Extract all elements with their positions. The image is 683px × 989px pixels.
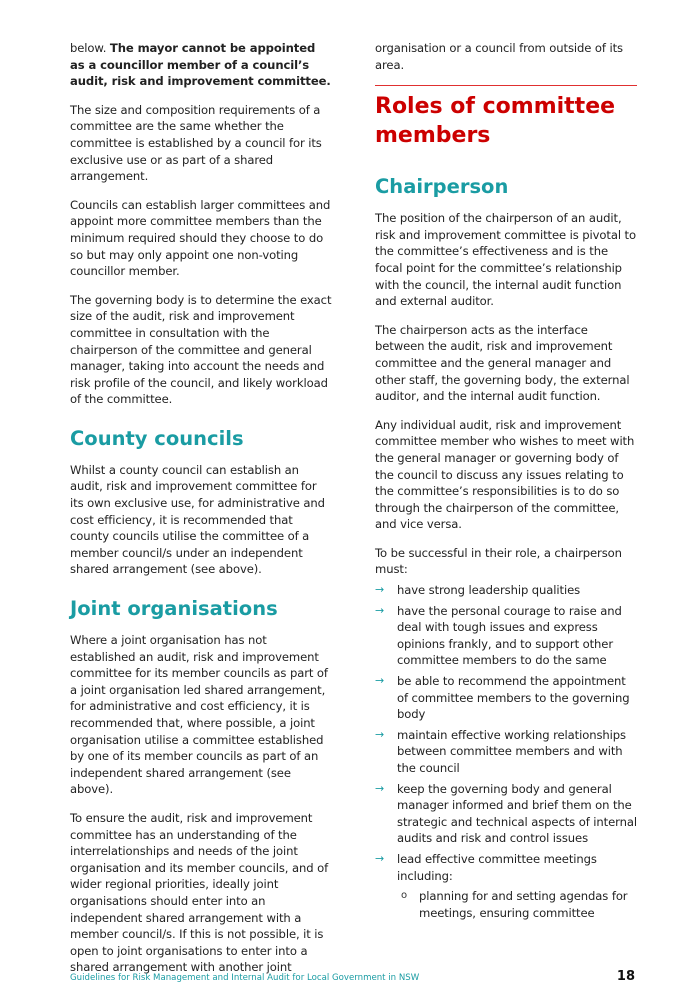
- paragraph: [70, 40, 332, 90]
- arrow-icon: →: [375, 603, 385, 617]
- list-item: → have strong leadership qualities: [375, 583, 581, 598]
- circle-bullet-icon: o: [401, 890, 408, 902]
- heading-roles-of-committee-members: Roles of committee members: [375, 94, 616, 149]
- chairperson-requirements-list: [375, 582, 637, 921]
- list-item: → keep the governing body and general manager informed and brief them on the strategic and technical aspects of internal audits and risk and control issues: [375, 781, 637, 846]
- arrow-icon: →: [375, 781, 385, 795]
- heading-county-councils: County councils: [70, 426, 244, 450]
- arrow-icon: →: [375, 727, 385, 741]
- sub-list: [397, 888, 637, 921]
- paragraph: The chairperson acts as the interface between the audit, risk and improvement committee and the general manager and other staff, the governing body, the external auditor, and the internal audit function.: [375, 322, 630, 404]
- list-item: → maintain effective working relationships between committee members and with the council: [375, 727, 626, 775]
- paragraph-lead: below.: [70, 41, 110, 55]
- section-divider: [375, 85, 637, 86]
- heading-joint-organisations: Joint organisations: [70, 597, 278, 621]
- paragraph: Where a joint organisation has not established an audit, risk and improvement committee for its member councils as part of a joint organisation led shared arrangement, for administrative and cost efficiency, it is recommended that, where possible, a joint organisation utilise a committee established by one of its member councils as part of an independent shared arrangement (see above).: [70, 633, 328, 797]
- right-column: [375, 40, 637, 925]
- paragraph: Any individual audit, risk and improvement committee member who wishes to meet with the general manager or governing body of the council to discuss any issues relating to the committee’s responsibilities is to do so through the chairperson of the committee, and vice versa.: [375, 417, 635, 532]
- sub-list-item: o planning for and setting agendas for meetings, ensuring committee: [401, 889, 628, 920]
- paragraph: To ensure the audit, risk and improvement committee has an understanding of the interrelationships and needs of the joint organisation and its member councils, and of wider regional priorities, ideally joint organisations should enter into an independent shared arrangement with a member council/s. If this is not possible, it is open to joint organisations to enter into a shared arrangement with another joint: [70, 810, 329, 975]
- left-column: [70, 40, 332, 988]
- list-item: → be able to recommend the appointment of committee members to the governing body: [375, 674, 630, 722]
- paragraph: organisation or a council from outside of its area.: [375, 41, 623, 72]
- list-item: → lead effective committee meetings including: o planning for and setting agendas for meetings, ensuring committee: [375, 851, 637, 921]
- paragraph: The size and composition requirements of a committee are the same whether the committee is established by a council for its exclusive use or as part of a shared arrangement.: [70, 102, 322, 184]
- arrow-icon: →: [375, 674, 385, 688]
- paragraph: The governing body is to determine the exact size of the audit, risk and improvement committee in consultation with the chairperson of the committee and general manager, taking into account the needs and risk profile of the council, and likely workload of the committee.: [70, 292, 332, 407]
- heading-chairperson: Chairperson: [375, 175, 509, 199]
- paragraph: The position of the chairperson of an audit, risk and improvement committee is pivotal to the committee’s effectiveness and is the focal point for the committee’s relationship with the council, the internal audit function and external auditor.: [375, 211, 636, 309]
- paragraph: To be successful in their role, a chairperson must:: [375, 545, 622, 577]
- paragraph: Whilst a county council can establish an audit, risk and improvement committee for its own exclusive use, for administrative and cost efficiency, it is recommended that county councils utilise the committee of a member council/s under an independent shared arrangement (see above).: [70, 462, 325, 577]
- paragraph-bold: The mayor cannot be appointed as a councillor member of a council’s audit, risk and improvement committee.: [70, 41, 331, 89]
- list-item: → have the personal courage to raise and deal with tough issues and express opinions frankly, and to support other committee members to do the same: [375, 603, 622, 668]
- page-number: 18: [616, 969, 635, 984]
- arrow-icon: →: [375, 583, 385, 597]
- arrow-icon: →: [375, 851, 385, 865]
- footer-title: Guidelines for Risk Management and Internal Audit for Local Government in NSW: [70, 973, 420, 983]
- paragraph: Councils can establish larger committees and appoint more committee members than the minimum required should they choose to do so but may only appoint one non-voting councillor member.: [70, 197, 331, 279]
